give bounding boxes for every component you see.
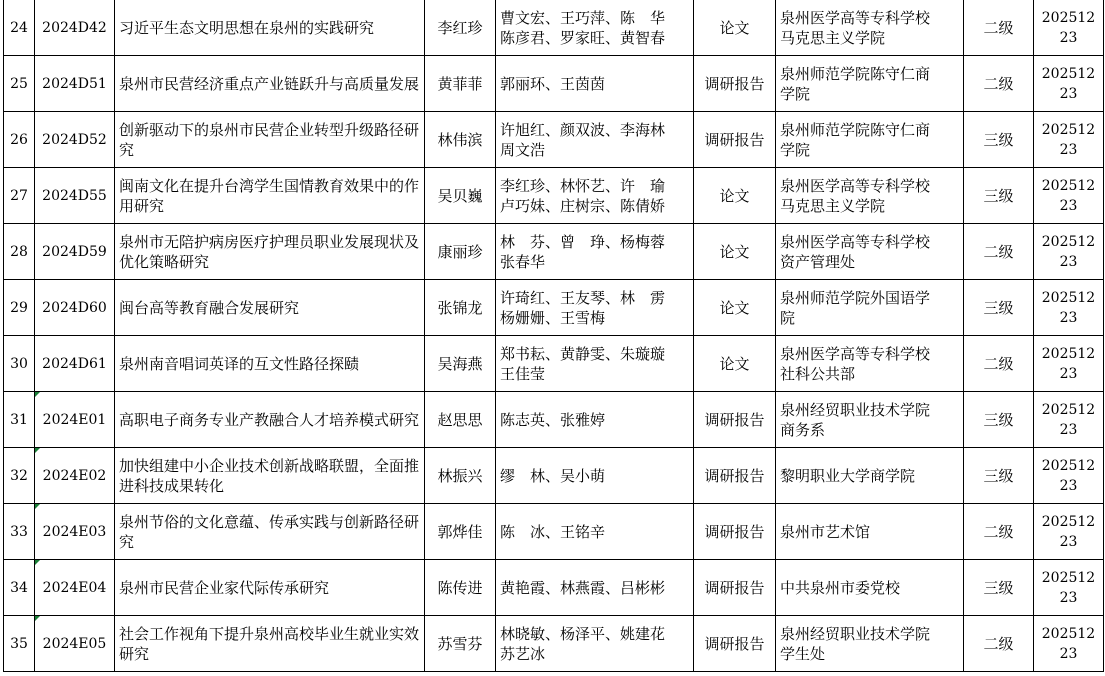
leader-cell: 苏雪芬 xyxy=(425,616,496,672)
organization-cell xyxy=(776,560,964,616)
member-line: 郭丽环、王茵茵 xyxy=(500,74,606,93)
organization-line: 泉州市艺术馆 xyxy=(780,522,871,541)
member-line: 陈志英、张雅婷 xyxy=(500,410,606,429)
member-line: 张春华 xyxy=(500,252,546,271)
organization-line: 泉州经贸职业技术学院 xyxy=(780,400,931,419)
table-row xyxy=(4,616,1104,672)
row-number-cell: 31 xyxy=(4,392,35,448)
date-cell: 20251223 xyxy=(1034,224,1104,280)
leader-cell: 张锦龙 xyxy=(425,280,496,336)
date-cell: 20251223 xyxy=(1034,560,1104,616)
member-line: 周文浩 xyxy=(500,140,546,159)
date-cell: 20251223 xyxy=(1034,448,1104,504)
organization-line: 泉州医学高等专科学校 xyxy=(780,232,931,251)
project-title-cell: 泉州节俗的文化意蕴、传承实践与创新路径研究 xyxy=(115,504,425,560)
table-row xyxy=(4,336,1104,392)
members-cell xyxy=(496,336,694,392)
leader-cell: 林振兴 xyxy=(425,448,496,504)
organization-cell xyxy=(776,448,964,504)
organization-line: 社科公共部 xyxy=(780,364,856,383)
members-cell xyxy=(496,56,694,112)
table-row xyxy=(4,504,1104,560)
project-title-cell: 创新驱动下的泉州市民营企业转型升级路径研究 xyxy=(115,112,425,168)
project-title-cell: 社会工作视角下提升泉州高校毕业生就业实效研究 xyxy=(115,616,425,672)
project-title-cell: 闽南文化在提升台湾学生国情教育效果中的作用研究 xyxy=(115,168,425,224)
result-type-cell: 论文 xyxy=(694,224,776,280)
organization-cell xyxy=(776,168,964,224)
project-code-cell: 2024E03 xyxy=(35,504,115,560)
members-cell xyxy=(496,280,694,336)
member-line: 曹文宏、王巧萍、陈 华 xyxy=(500,8,666,27)
project-code-cell: 2024D52 xyxy=(35,112,115,168)
result-type-cell: 论文 xyxy=(694,280,776,336)
organization-line: 泉州经贸职业技术学院 xyxy=(780,624,931,643)
results-table xyxy=(3,0,1104,672)
organization-line: 泉州医学高等专科学校 xyxy=(780,8,931,27)
organization-line: 泉州师范学院陈守仁商 xyxy=(780,64,931,83)
organization-line: 泉州师范学院外国语学 xyxy=(780,288,931,307)
date-cell: 20251223 xyxy=(1034,336,1104,392)
project-code-cell: 2024D55 xyxy=(35,168,115,224)
members-cell xyxy=(496,448,694,504)
level-cell: 三级 xyxy=(964,448,1034,504)
organization-line: 马克思主义学院 xyxy=(780,28,886,47)
organization-cell xyxy=(776,280,964,336)
result-type-cell: 调研报告 xyxy=(694,504,776,560)
organization-line: 泉州师范学院陈守仁商 xyxy=(780,120,931,139)
organization-line: 马克思主义学院 xyxy=(780,196,886,215)
row-number-cell: 25 xyxy=(4,56,35,112)
leader-cell: 郭烨佳 xyxy=(425,504,496,560)
project-title-cell: 泉州南音唱词英译的互文性路径探赜 xyxy=(115,336,425,392)
row-number-cell: 24 xyxy=(4,0,35,56)
row-number-cell: 34 xyxy=(4,560,35,616)
level-cell: 三级 xyxy=(964,560,1034,616)
organization-cell xyxy=(776,112,964,168)
member-line: 卢巧妹、庄树宗、陈倩娇 xyxy=(500,196,666,215)
organization-line: 中共泉州市委党校 xyxy=(780,578,901,597)
organization-line: 学院 xyxy=(780,140,811,159)
member-line: 李红珍、林怀艺、许 瑜 xyxy=(500,176,666,195)
organization-line: 学院 xyxy=(780,84,811,103)
project-code-cell: 2024E01 xyxy=(35,392,115,448)
table-row xyxy=(4,224,1104,280)
level-cell: 三级 xyxy=(964,280,1034,336)
organization-line: 学生处 xyxy=(780,644,826,663)
row-number-cell: 26 xyxy=(4,112,35,168)
level-cell: 二级 xyxy=(964,224,1034,280)
organization-cell xyxy=(776,336,964,392)
date-cell: 20251223 xyxy=(1034,168,1104,224)
members-cell xyxy=(496,224,694,280)
table-row xyxy=(4,56,1104,112)
project-code-cell: 2024E02 xyxy=(35,448,115,504)
date-cell: 20251223 xyxy=(1034,0,1104,56)
level-cell: 二级 xyxy=(964,504,1034,560)
member-line: 陈 冰、王铭辛 xyxy=(500,522,606,541)
date-cell: 20251223 xyxy=(1034,112,1104,168)
table-row xyxy=(4,280,1104,336)
member-line: 杨姗姗、王雪梅 xyxy=(500,308,606,327)
organization-line: 泉州医学高等专科学校 xyxy=(780,176,931,195)
level-cell: 二级 xyxy=(964,0,1034,56)
leader-cell: 李红珍 xyxy=(425,0,496,56)
leader-cell: 吴贝巍 xyxy=(425,168,496,224)
project-title-cell: 闽台高等教育融合发展研究 xyxy=(115,280,425,336)
table-row xyxy=(4,560,1104,616)
member-line: 黄艳霞、林燕霞、吕彬彬 xyxy=(500,578,666,597)
project-code-cell: 2024E04 xyxy=(35,560,115,616)
project-title-cell: 泉州市民营经济重点产业链跃升与高质量发展 xyxy=(115,56,425,112)
member-line: 许琦红、王友琴、林 雳 xyxy=(500,288,666,307)
member-line: 缪 林、吴小萌 xyxy=(500,466,606,485)
organization-cell xyxy=(776,224,964,280)
row-number-cell: 35 xyxy=(4,616,35,672)
level-cell: 二级 xyxy=(964,56,1034,112)
level-cell: 二级 xyxy=(964,616,1034,672)
organization-cell xyxy=(776,392,964,448)
table-row xyxy=(4,0,1104,56)
leader-cell: 林伟滨 xyxy=(425,112,496,168)
organization-line: 黎明职业大学商学院 xyxy=(780,466,916,485)
project-code-cell: 2024D51 xyxy=(35,56,115,112)
date-cell: 20251223 xyxy=(1034,280,1104,336)
member-line: 陈彦君、罗家旺、黄智春 xyxy=(500,28,666,47)
project-code-cell: 2024D42 xyxy=(35,0,115,56)
row-number-cell: 30 xyxy=(4,336,35,392)
project-title-cell: 泉州市民营企业家代际传承研究 xyxy=(115,560,425,616)
row-number-cell: 32 xyxy=(4,448,35,504)
table-row xyxy=(4,448,1104,504)
row-number-cell: 27 xyxy=(4,168,35,224)
date-cell: 20251223 xyxy=(1034,504,1104,560)
table-row xyxy=(4,112,1104,168)
project-title-cell: 加快组建中小企业技术创新战略联盟，全面推进科技成果转化 xyxy=(115,448,425,504)
level-cell: 二级 xyxy=(964,336,1034,392)
result-type-cell: 调研报告 xyxy=(694,448,776,504)
organization-line: 泉州医学高等专科学校 xyxy=(780,344,931,363)
leader-cell: 赵思思 xyxy=(425,392,496,448)
members-cell xyxy=(496,168,694,224)
project-title-cell: 泉州市无陪护病房医疗护理员职业发展现状及优化策略研究 xyxy=(115,224,425,280)
leader-cell: 吴海燕 xyxy=(425,336,496,392)
table-row xyxy=(4,392,1104,448)
project-code-cell: 2024D61 xyxy=(35,336,115,392)
result-type-cell: 调研报告 xyxy=(694,560,776,616)
project-code-cell: 2024D60 xyxy=(35,280,115,336)
member-line: 林晓敏、杨泽平、姚建花 xyxy=(500,624,666,643)
result-type-cell: 调研报告 xyxy=(694,56,776,112)
row-number-cell: 29 xyxy=(4,280,35,336)
members-cell xyxy=(496,504,694,560)
members-cell xyxy=(496,0,694,56)
project-title-cell: 高职电子商务专业产教融合人才培养模式研究 xyxy=(115,392,425,448)
organization-line: 院 xyxy=(780,308,796,327)
member-line: 林 芬、曾 琤、杨梅蓉 xyxy=(500,232,666,251)
row-number-cell: 28 xyxy=(4,224,35,280)
organization-line: 商务系 xyxy=(780,420,826,439)
member-line: 苏艺冰 xyxy=(500,644,546,663)
members-cell xyxy=(496,112,694,168)
leader-cell: 康丽珍 xyxy=(425,224,496,280)
date-cell: 20251223 xyxy=(1034,392,1104,448)
result-type-cell: 调研报告 xyxy=(694,112,776,168)
result-type-cell: 调研报告 xyxy=(694,616,776,672)
date-cell: 20251223 xyxy=(1034,56,1104,112)
member-line: 郑书耘、黄静雯、朱璇璇 xyxy=(500,344,666,363)
result-type-cell: 调研报告 xyxy=(694,392,776,448)
table-body xyxy=(4,0,1104,672)
row-number-cell: 33 xyxy=(4,504,35,560)
result-type-cell: 论文 xyxy=(694,168,776,224)
organization-line: 资产管理处 xyxy=(780,252,856,271)
date-cell: 20251223 xyxy=(1034,616,1104,672)
organization-cell xyxy=(776,616,964,672)
level-cell: 三级 xyxy=(964,112,1034,168)
table-row xyxy=(4,168,1104,224)
organization-cell xyxy=(776,56,964,112)
result-type-cell: 论文 xyxy=(694,336,776,392)
organization-cell xyxy=(776,504,964,560)
members-cell xyxy=(496,392,694,448)
organization-cell xyxy=(776,0,964,56)
project-code-cell: 2024D59 xyxy=(35,224,115,280)
members-cell xyxy=(496,560,694,616)
member-line: 王佳莹 xyxy=(500,364,546,383)
member-line: 许旭红、颜双波、李海林 xyxy=(500,120,666,139)
level-cell: 三级 xyxy=(964,168,1034,224)
members-cell xyxy=(496,616,694,672)
result-type-cell: 论文 xyxy=(694,0,776,56)
leader-cell: 黄菲菲 xyxy=(425,56,496,112)
project-title-cell: 习近平生态文明思想在泉州的实践研究 xyxy=(115,0,425,56)
project-code-cell: 2024E05 xyxy=(35,616,115,672)
leader-cell: 陈传进 xyxy=(425,560,496,616)
level-cell: 三级 xyxy=(964,392,1034,448)
